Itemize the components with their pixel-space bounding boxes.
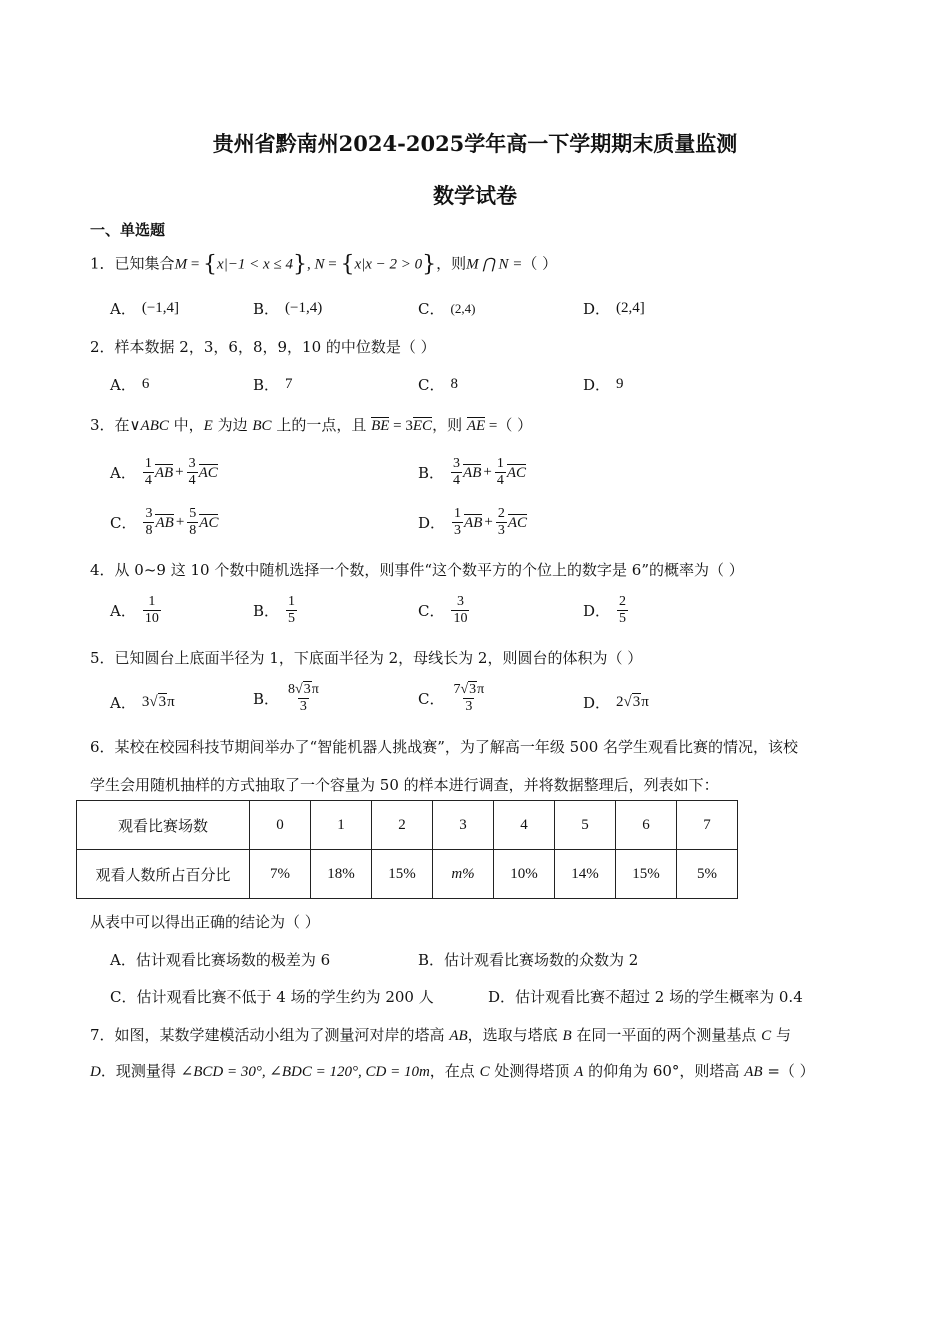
q1-option-a[interactable]: A． (−1,4] (110, 300, 180, 318)
sqrt: √3 (623, 694, 641, 710)
fraction: $\frac{3}{10}$ (453, 594, 468, 626)
q3-text-1: 在∨ (114, 416, 141, 434)
table-cell: 10% (494, 850, 555, 899)
table-row (77, 850, 738, 899)
q4-option-d[interactable]: D． $\frac{2}{5}$ (583, 594, 627, 626)
q2-option-b[interactable]: B． 7 (253, 376, 293, 394)
fraction: $\frac{2}{3}$ (497, 506, 505, 538)
question-6-line-1: 6．某校在校园科技节期间举办了“智能机器人挑战赛”，为了解高一年级 500 名学生观看比赛的情况，该校 (90, 738, 799, 756)
q1-option-d[interactable]: D． (2,4] (583, 300, 645, 318)
q1-option-c[interactable]: C． (2,4) (418, 300, 476, 318)
question-7-line-2: D．现测量得 ∠BCD = 30°, ∠BDC = 120°, CD = 10m，在点 C 处测得塔顶 A 的仰角为 60°，则塔高 AB =（ ） (90, 1062, 815, 1080)
q1-var-n: N (314, 256, 325, 273)
table-cell: 18% (311, 850, 372, 899)
q1-intersection: M ⋂ N = (466, 256, 523, 273)
section-heading-single-choice: 一、单选题 (90, 221, 166, 239)
q3-option-a[interactable]: A． $\frac{1}{4}$ AB + $\frac{3}{4}$ AC (110, 456, 218, 488)
fraction: $\frac{5}{8}$ (189, 506, 197, 538)
q3-answer-blank: （ ） (497, 416, 533, 434)
q3-point-e: E (203, 418, 213, 434)
table-header-cell: 观看人数所占百分比 (77, 850, 250, 899)
vector-ac: AC (199, 515, 219, 531)
table-cell: m% (433, 850, 494, 899)
question-2: 2．样本数据 2，3，6，8，9，10 的中位数是（ ） (90, 338, 436, 356)
question-6-line-2: 学生会用随机抽样的方式抽取了一个容量为 50 的样本进行调查，并将数据整理后，列表如下： (90, 776, 719, 794)
fraction: $\frac{8√3\pi}{3}$ (288, 682, 319, 714)
q3-number: 3． (90, 416, 115, 434)
q1-set-m: x|−1 < x ≤ 4 (217, 256, 293, 273)
fraction: $\frac{3}{4}$ (188, 456, 196, 488)
q1-set-n: x|x − 2 > 0 (354, 256, 423, 273)
vector-ab: AB (154, 465, 174, 481)
q1-brace-close: } (292, 252, 307, 277)
question-3 (90, 414, 532, 435)
q6-option-d[interactable]: D． 估计观看比赛不超过 2 场的学生概率为 0.4 (488, 988, 803, 1006)
q2-option-c[interactable]: C． 8 (418, 376, 458, 394)
question-1 (90, 252, 557, 277)
q3-vector-be: BE (371, 418, 390, 434)
vector-ac: AC (506, 465, 526, 481)
table-cell: 2 (372, 801, 433, 850)
question-6-conclusion: 从表中可以得出正确的结论为（ ） (90, 913, 320, 931)
q3-option-d[interactable]: D． $\frac{1}{3}$ AB + $\frac{2}{3}$ AC (418, 506, 527, 538)
q5-option-c[interactable]: C． $\frac{7√3\pi}{3}$ (418, 682, 485, 714)
q3-triangle: ABC (140, 418, 169, 434)
table-row (77, 801, 738, 850)
q3-vector-ae: AE (466, 418, 486, 434)
q5-option-d[interactable]: D． 2 √3 π (583, 694, 649, 712)
q2-option-a[interactable]: A． 6 (110, 376, 150, 394)
vector-ab: AB (464, 515, 483, 531)
q3-text-5: ，则 (432, 416, 467, 434)
q1-number: 1． (90, 254, 115, 273)
q6-option-a[interactable]: A． 估计观看比赛场数的极差为 6 (110, 951, 331, 969)
q3-side-bc: BC (252, 418, 272, 434)
fraction: $\frac{1}{5}$ (288, 594, 296, 626)
fraction: $\frac{3}{4}$ (453, 456, 461, 488)
fraction: $\frac{2}{5}$ (619, 594, 627, 626)
q1-equals-2: = (324, 256, 341, 273)
sqrt: √3 (149, 694, 167, 710)
q3-text-2: 中， (168, 416, 204, 434)
q3-option-b[interactable]: B． $\frac{3}{4}$ AB + $\frac{1}{4}$ AC (418, 456, 526, 488)
q1-brace-open-2: { (340, 252, 355, 277)
q1-answer-blank: （ ） (522, 254, 558, 273)
q3-vector-ec: EC (412, 418, 433, 434)
q5-option-a[interactable]: A． 3 √3 π (110, 694, 175, 712)
question-7-line-1: 7．如图，某数学建模活动小组为了测量河对岸的塔高 AB，选取与塔底 B 在同一平面的两个测量基点 C 与 (90, 1026, 791, 1044)
fraction: $\frac{3}{8}$ (145, 506, 153, 538)
q3-text-3: 为边 (212, 416, 253, 434)
q5-option-b[interactable]: B． $\frac{8√3\pi}{3}$ (253, 682, 319, 714)
table-cell: 15% (616, 850, 677, 899)
exam-title: 贵州省黔南州2024-2025学年高一下学期期末质量监测 (212, 131, 738, 156)
vector-ab: AB (463, 465, 482, 481)
q4-option-a[interactable]: A． $\frac{1}{10}$ (110, 594, 159, 626)
question-5: 5．已知圆台上底面半径为 1，下底面半径为 2，母线长为 2，则圆台的体积为（ ） (90, 649, 643, 667)
table-cell: 4 (494, 801, 555, 850)
fraction: $\frac{1}{10}$ (144, 594, 159, 626)
table-cell: 0 (250, 801, 311, 850)
q4-option-c[interactable]: C． $\frac{3}{10}$ (418, 594, 468, 626)
q2-option-d[interactable]: D． 9 (583, 376, 624, 394)
vector-ac: AC (198, 465, 218, 481)
table-cell: 1 (311, 801, 372, 850)
q1-separator: , (306, 256, 315, 273)
q4-option-b[interactable]: B． $\frac{1}{5}$ (253, 594, 296, 626)
q3-option-c[interactable]: C． $\frac{3}{8}$ AB + $\frac{5}{8}$ AC (110, 506, 219, 538)
table-header-cell: 观看比赛场数 (77, 801, 250, 850)
table-cell: 7% (250, 850, 311, 899)
q1-then: ，则 (436, 254, 467, 273)
fraction: $\frac{1}{3}$ (454, 506, 462, 538)
q3-text-4: 上的一点，且 (271, 416, 372, 434)
q1-option-b[interactable]: B． (−1,4) (253, 300, 323, 318)
table-cell: 7 (677, 801, 738, 850)
table-cell: 3 (433, 801, 494, 850)
fraction: $\frac{1}{4}$ (144, 456, 152, 488)
vector-ab: AB (155, 515, 174, 531)
fraction: $\frac{1}{4}$ (496, 456, 504, 488)
question-4: 4．从 0~9 这 10 个数中随机选择一个数，则事件“这个数平方的个位上的数字是 6”的概率为（ ） (90, 561, 744, 579)
q3-equals: = 3 (389, 418, 413, 434)
table-cell: 6 (616, 801, 677, 850)
fraction: $\frac{7√3\pi}{3}$ (453, 682, 485, 714)
q1-equals: = (187, 256, 204, 273)
q1-brace-open: { (203, 252, 218, 277)
table-cell: 14% (555, 850, 616, 899)
q1-text: 已知集合 (114, 254, 175, 273)
q3-equals-2: = (485, 418, 498, 434)
exam-subtitle: 数学试卷 (433, 183, 517, 208)
q6-option-b[interactable]: B． 估计观看比赛场数的众数为 2 (418, 951, 639, 969)
q1-var-m: M (174, 256, 188, 273)
table-cell: 5 (555, 801, 616, 850)
q6-option-c[interactable]: C． 估计观看比赛不低于 4 场的学生约为 200 人 (110, 988, 434, 1006)
data-table (76, 800, 738, 899)
q1-brace-close-2: } (422, 252, 437, 277)
vector-ac: AC (507, 515, 527, 531)
table-cell: 5% (677, 850, 738, 899)
table-cell: 15% (372, 850, 433, 899)
